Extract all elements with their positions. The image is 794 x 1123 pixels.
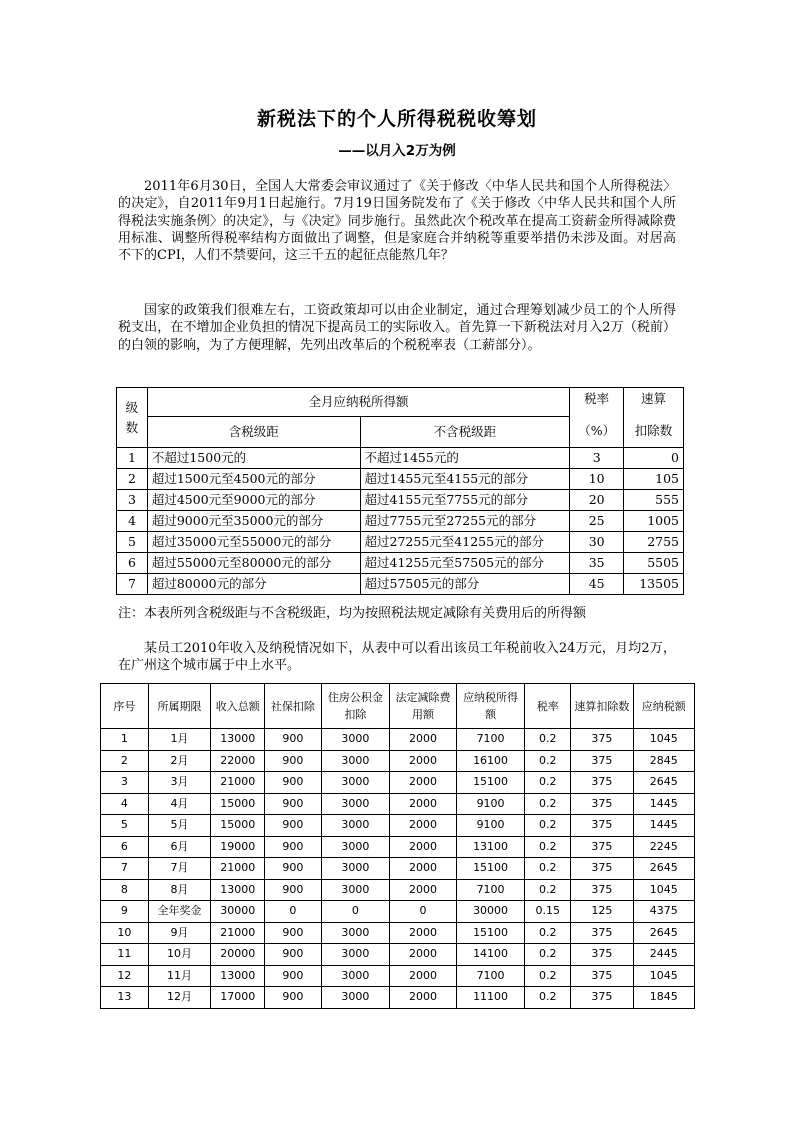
salary-cell: 375 (571, 987, 633, 1009)
salary-cell: 900 (265, 729, 321, 751)
rate-percent: 25 (570, 511, 624, 532)
salary-cell: 7100 (456, 729, 525, 751)
salary-cell: 3月 (148, 772, 210, 794)
salary-cell: 1 (101, 729, 149, 751)
salary-cell: 5 (101, 815, 149, 837)
salary-cell: 0.2 (525, 858, 571, 880)
salary-cell: 19000 (211, 836, 265, 858)
salary-cell: 2000 (390, 729, 457, 751)
salary-cell: 1045 (633, 729, 694, 751)
salary-cell: 12月 (148, 987, 210, 1009)
salary-cell: 全年奖金 (148, 901, 210, 923)
salary-cell: 375 (571, 729, 633, 751)
salary-cell: 375 (571, 836, 633, 858)
rate-excl: 超过7755元至27255元的部分 (360, 511, 570, 532)
salary-cell: 4375 (633, 901, 694, 923)
salary-cell: 900 (265, 836, 321, 858)
rate-quick: 5505 (624, 553, 684, 574)
document-title: 新税法下的个人所得税税收筹划 (256, 108, 537, 130)
header-excl-tax: 不含税级距 (360, 417, 570, 448)
salary-cell: 3000 (321, 772, 390, 794)
salary-cell: 4 (101, 793, 149, 815)
salary-row (101, 815, 695, 837)
salary-cell: 15100 (456, 922, 525, 944)
salary-cell: 0.2 (525, 750, 571, 772)
salary-row (101, 987, 695, 1009)
salary-cell: 15100 (456, 772, 525, 794)
rate-row (117, 511, 684, 532)
tax-rate-table (116, 387, 684, 595)
salary-cell: 0.2 (525, 729, 571, 751)
salary-cell: 900 (265, 987, 321, 1009)
salary-cell: 13 (101, 987, 149, 1009)
rate-excl: 超过41255元至57505元的部分 (360, 553, 570, 574)
salary-cell: 2 (101, 750, 149, 772)
salary-cell: 0.2 (525, 944, 571, 966)
salary-cell: 375 (571, 879, 633, 901)
rate-excl: 超过57505元的部分 (360, 574, 570, 595)
salary-cell: 3000 (321, 793, 390, 815)
rate-level: 7 (117, 574, 148, 595)
rate-level: 1 (117, 448, 148, 469)
salary-cell: 900 (265, 858, 321, 880)
rate-level: 3 (117, 490, 148, 511)
rate-incl: 超过4500元至9000元的部分 (147, 490, 360, 511)
salary-row (101, 729, 695, 751)
salary-cell: 6月 (148, 836, 210, 858)
salary-cell: 375 (571, 922, 633, 944)
salary-row (101, 772, 695, 794)
rate-percent: 45 (570, 574, 624, 595)
header-rate: 税率 （%） (570, 388, 624, 448)
salary-cell: 13000 (211, 965, 265, 987)
rate-excl: 超过27255元至41255元的部分 (360, 532, 570, 553)
salary-cell: 3000 (321, 858, 390, 880)
salary-cell: 0 (265, 901, 321, 923)
salary-cell: 4月 (148, 793, 210, 815)
rate-level: 4 (117, 511, 148, 532)
salary-cell: 2000 (390, 987, 457, 1009)
salary-cell: 13100 (456, 836, 525, 858)
salary-cell: 30000 (211, 901, 265, 923)
header-monthly-taxable: 全月应纳税所得额 (147, 388, 569, 417)
salary-cell: 20000 (211, 944, 265, 966)
salary-cell: 2645 (633, 858, 694, 880)
salary-cell: 15000 (211, 793, 265, 815)
salary-cell: 9 (101, 901, 149, 923)
rate-row (117, 532, 684, 553)
salary-cell: 0 (390, 901, 457, 923)
salary-cell: 12 (101, 965, 149, 987)
header-incl-tax: 含税级距 (147, 417, 360, 448)
salary-cell: 11月 (148, 965, 210, 987)
salary-cell: 9100 (456, 793, 525, 815)
salary-row (101, 965, 695, 987)
rate-percent: 35 (570, 553, 624, 574)
salary-cell: 375 (571, 944, 633, 966)
salary-row (101, 944, 695, 966)
rate-quick: 1005 (624, 511, 684, 532)
salary-cell: 0.2 (525, 815, 571, 837)
salary-cell: 0.2 (525, 793, 571, 815)
rate-incl: 超过9000元至35000元的部分 (147, 511, 360, 532)
salary-cell: 7 (101, 858, 149, 880)
salary-cell: 13000 (211, 879, 265, 901)
header-quick-deduction: 速算 扣除数 (624, 388, 684, 448)
rate-row (117, 574, 684, 595)
salary-cell: 7100 (456, 965, 525, 987)
rate-incl: 不超过1500元的 (147, 448, 360, 469)
salary-cell: 3000 (321, 879, 390, 901)
salary-cell: 3 (101, 772, 149, 794)
salary-cell: 2000 (390, 922, 457, 944)
salary-cell: 1845 (633, 987, 694, 1009)
salary-tax-table (100, 683, 695, 1009)
salary-cell: 375 (571, 772, 633, 794)
salary-cell: 900 (265, 750, 321, 772)
rate-excl: 超过1455元至4155元的部分 (360, 469, 570, 490)
salary-cell: 6 (101, 836, 149, 858)
rate-row (117, 469, 684, 490)
rate-level: 5 (117, 532, 148, 553)
table-note: 注：本表所列含税级距与不含税级距，均为按照税法规定减除有关费用后的所得额 (118, 606, 587, 621)
salary-cell: 375 (571, 858, 633, 880)
salary-cell: 21000 (211, 772, 265, 794)
salary-cell: 2000 (390, 836, 457, 858)
salary-cell: 13000 (211, 729, 265, 751)
salary-cell: 900 (265, 965, 321, 987)
salary-cell: 11 (101, 944, 149, 966)
document-subtitle: ——以月入2万为例 (338, 143, 456, 159)
salary-cell: 9月 (148, 922, 210, 944)
salary-row (101, 858, 695, 880)
salary-cell: 375 (571, 965, 633, 987)
rate-percent: 3 (570, 448, 624, 469)
salary-cell: 8月 (148, 879, 210, 901)
salary-row (101, 750, 695, 772)
salary-row (101, 879, 695, 901)
rate-percent: 30 (570, 532, 624, 553)
salary-cell: 900 (265, 944, 321, 966)
salary-cell: 1045 (633, 965, 694, 987)
salary-cell: 0.2 (525, 772, 571, 794)
rate-incl: 超过1500元至4500元的部分 (147, 469, 360, 490)
salary-cell: 900 (265, 879, 321, 901)
salary-cell: 5月 (148, 815, 210, 837)
salary-cell: 2245 (633, 836, 694, 858)
salary-header: 速算扣除数 (571, 684, 633, 729)
salary-row (101, 793, 695, 815)
salary-cell: 2645 (633, 772, 694, 794)
salary-cell: 30000 (456, 901, 525, 923)
salary-cell: 900 (265, 793, 321, 815)
salary-cell: 1045 (633, 879, 694, 901)
salary-cell: 2445 (633, 944, 694, 966)
salary-cell: 10月 (148, 944, 210, 966)
salary-cell: 3000 (321, 729, 390, 751)
header-level: 级数 (117, 388, 148, 448)
salary-cell: 3000 (321, 987, 390, 1009)
rate-excl: 不超过1455元的 (360, 448, 570, 469)
rate-level: 2 (117, 469, 148, 490)
salary-header: 税率 (525, 684, 571, 729)
salary-cell: 1445 (633, 793, 694, 815)
salary-cell: 21000 (211, 922, 265, 944)
rate-quick: 13505 (624, 574, 684, 595)
rate-incl: 超过35000元至55000元的部分 (147, 532, 360, 553)
rate-incl: 超过55000元至80000元的部分 (147, 553, 360, 574)
salary-cell: 3000 (321, 944, 390, 966)
salary-cell: 14100 (456, 944, 525, 966)
salary-cell: 375 (571, 793, 633, 815)
salary-cell: 0.2 (525, 922, 571, 944)
salary-header: 收入总额 (211, 684, 265, 729)
salary-cell: 2000 (390, 772, 457, 794)
rate-row (117, 553, 684, 574)
salary-cell: 11100 (456, 987, 525, 1009)
rate-percent: 20 (570, 490, 624, 511)
salary-cell: 2000 (390, 750, 457, 772)
salary-cell: 22000 (211, 750, 265, 772)
salary-cell: 900 (265, 772, 321, 794)
salary-cell: 3000 (321, 922, 390, 944)
rate-quick: 105 (624, 469, 684, 490)
salary-row (101, 901, 695, 923)
salary-header: 社保扣除 (265, 684, 321, 729)
salary-cell: 0 (321, 901, 390, 923)
salary-cell: 8 (101, 879, 149, 901)
salary-cell: 3000 (321, 836, 390, 858)
salary-cell: 375 (571, 750, 633, 772)
salary-cell: 2845 (633, 750, 694, 772)
salary-cell: 125 (571, 901, 633, 923)
salary-cell: 0.2 (525, 836, 571, 858)
salary-cell: 15000 (211, 815, 265, 837)
salary-cell: 3000 (321, 965, 390, 987)
salary-cell: 2000 (390, 879, 457, 901)
salary-header: 住房公积金扣除 (321, 684, 390, 729)
paragraph-employee: 某员工2010年收入及纳税情况如下，从表中可以看出该员工年税前收入24万元，月均2万，在广州这个城市属于中上水平。 (118, 641, 676, 674)
salary-header: 序号 (101, 684, 149, 729)
salary-cell: 21000 (211, 858, 265, 880)
salary-header: 应纳税所得额 (456, 684, 525, 729)
salary-cell: 16100 (456, 750, 525, 772)
salary-cell: 7100 (456, 879, 525, 901)
paragraph-policy: 国家的政策我们很难左右，工资政策却可以由企业制定，通过合理筹划减少员工的个人所得税支出，在不增加企业负担的情况下提高员工的实际收入。首先算一下新税法对月入2万（税前）的白领的影响，为了方便理解，先列出改革后的个税税率表（工薪部分）。 (118, 303, 676, 353)
salary-cell: 3000 (321, 750, 390, 772)
salary-cell: 0.2 (525, 879, 571, 901)
rate-quick: 555 (624, 490, 684, 511)
salary-cell: 2000 (390, 965, 457, 987)
rate-percent: 10 (570, 469, 624, 490)
rate-excl: 超过4155元至7755元的部分 (360, 490, 570, 511)
salary-cell: 3000 (321, 815, 390, 837)
salary-header: 法定减除费用额 (390, 684, 457, 729)
salary-cell: 10 (101, 922, 149, 944)
salary-cell: 15100 (456, 858, 525, 880)
rate-level: 6 (117, 553, 148, 574)
salary-cell: 1445 (633, 815, 694, 837)
salary-cell: 900 (265, 815, 321, 837)
salary-cell: 0.2 (525, 965, 571, 987)
salary-cell: 2000 (390, 815, 457, 837)
salary-cell: 2000 (390, 944, 457, 966)
salary-cell: 0.15 (525, 901, 571, 923)
rate-quick: 2755 (624, 532, 684, 553)
salary-cell: 17000 (211, 987, 265, 1009)
salary-cell: 900 (265, 922, 321, 944)
salary-cell: 2000 (390, 858, 457, 880)
salary-cell: 1月 (148, 729, 210, 751)
rate-row (117, 490, 684, 511)
salary-cell: 9100 (456, 815, 525, 837)
rate-quick: 0 (624, 448, 684, 469)
salary-row (101, 922, 695, 944)
salary-cell: 0.2 (525, 987, 571, 1009)
salary-header: 所属期限 (148, 684, 210, 729)
salary-cell: 2000 (390, 793, 457, 815)
salary-row (101, 836, 695, 858)
salary-cell: 7月 (148, 858, 210, 880)
rate-row (117, 448, 684, 469)
salary-cell: 2月 (148, 750, 210, 772)
salary-header: 应纳税额 (633, 684, 694, 729)
paragraph-intro: 2011年6月30日，全国人大常委会审议通过了《关于修改〈中华人民共和国个人所得税法〉的决定》，自2011年9月1日起施行。7月19日国务院发布了《关于修改〈中华人民共和国个人所得税法实施条例〉的决定》，与《决定》同步施行。虽然此次个税改革在提高工资薪金所得减除费用标准、调整所得税率结构方面做出了调整，但是家庭合并纳税等重要举措仍未涉及面。对居高不下的CPI，人们不禁要问，这三千五的起征点能熬几年？ (118, 179, 676, 264)
salary-cell: 375 (571, 815, 633, 837)
rate-incl: 超过80000元的部分 (147, 574, 360, 595)
salary-cell: 2645 (633, 922, 694, 944)
